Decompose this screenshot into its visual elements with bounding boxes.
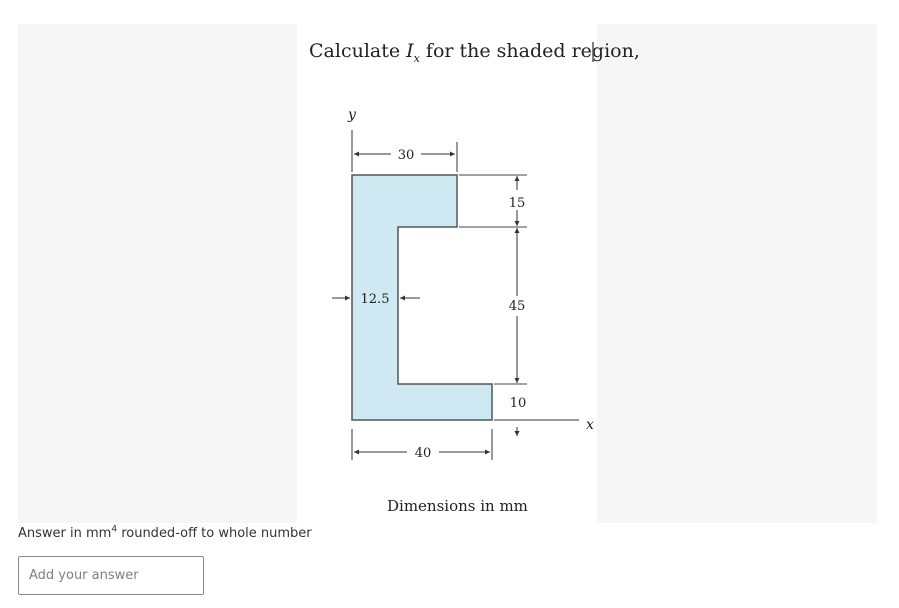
image-background-right bbox=[597, 24, 877, 523]
cross-section-diagram bbox=[297, 24, 640, 523]
y-axis-label: y bbox=[348, 107, 356, 123]
dimension-top-width: 30 bbox=[397, 148, 415, 163]
x-axis-label: x bbox=[586, 417, 594, 433]
image-background-left bbox=[18, 24, 297, 523]
dimension-bottom-flange: 10 bbox=[509, 396, 527, 411]
figure-caption: Dimensions in mm bbox=[387, 497, 528, 515]
dimension-web-thickness: 12.5 bbox=[360, 292, 390, 307]
dimension-bottom-width: 40 bbox=[414, 446, 432, 461]
figure-title: Calculate $I_x$ for the shaded region, bbox=[309, 40, 640, 65]
dimension-web-height: 45 bbox=[508, 299, 526, 314]
dimension-top-flange: 15 bbox=[508, 196, 526, 211]
question-prompt: Answer in $mm^4$ rounded-off to whole number bbox=[18, 524, 312, 541]
question-image bbox=[297, 24, 640, 523]
answer-input[interactable] bbox=[18, 556, 204, 595]
